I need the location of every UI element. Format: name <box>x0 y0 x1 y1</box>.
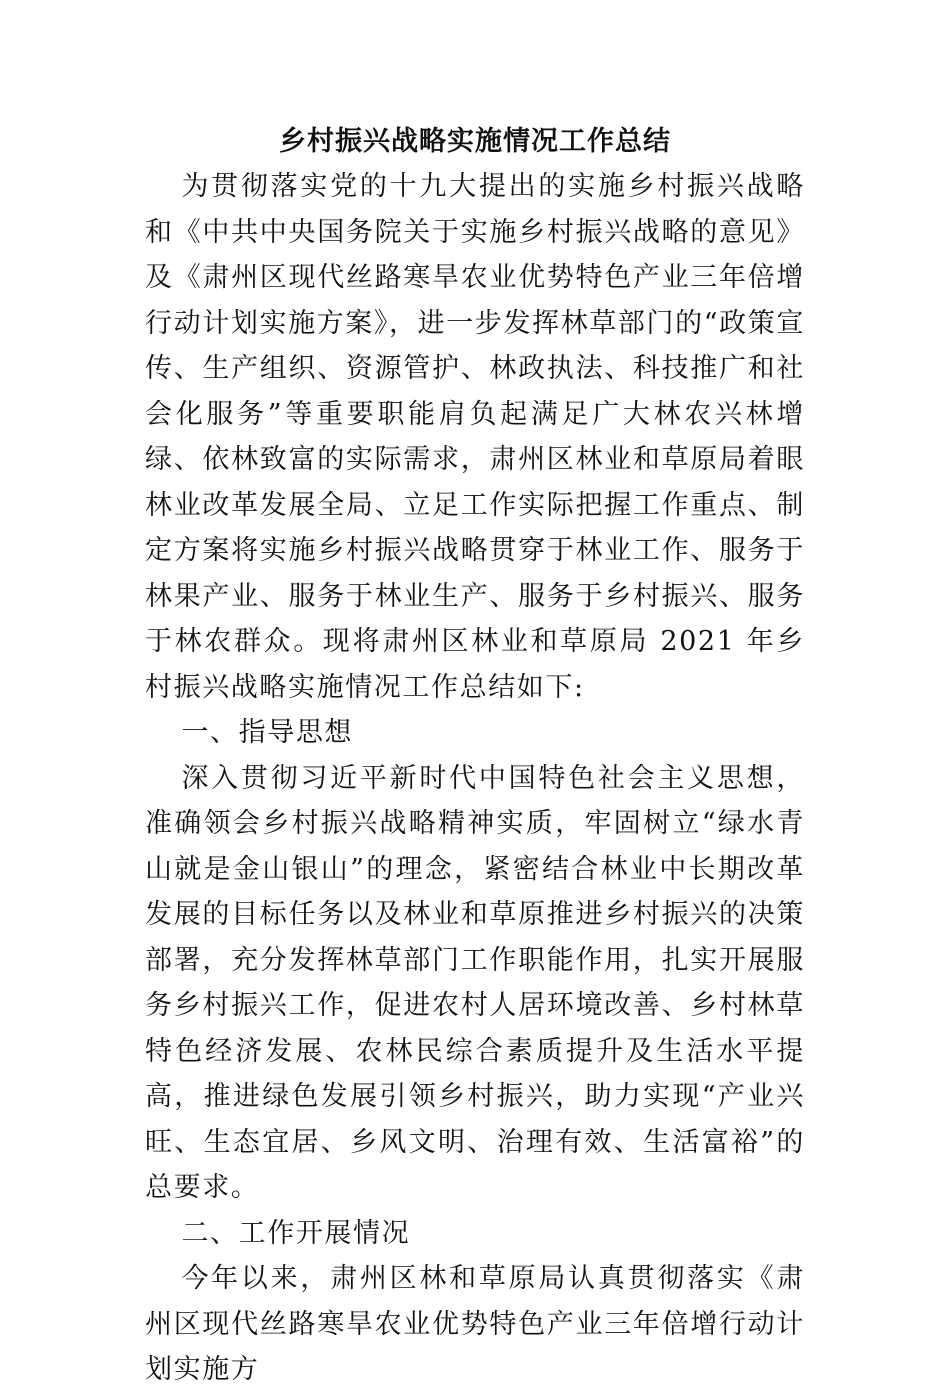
intro-paragraph: 为贯彻落实党的十九大提出的实施乡村振兴战略和《中共中央国务院关于实施乡村振兴战略的意见》及《肃州区现代丝路寒旱农业优势特色产业三年倍增行动计划实施方案》，进一步发挥林草部门的“政策宣传、生产组织、资源管护、林政执法、科技推广和社会化服务”等重要职能肩负起满足广大林农兴林增绿、依林致富的实际需求，肃州区林业和草原局着眼林业改革发展全局、立足工作实际把握工作重点、制定方案将实施乡村振兴战略贯穿于林业工作、服务于林果产业、服务于林业生产、服务于乡村振兴、服务于林农群众。现将肃州区林业和草原局 2021 年乡村振兴战略实施情况工作总结如下: <box>145 171 805 703</box>
section-heading-work-progress: 二、工作开展情况 <box>181 1217 411 1249</box>
guiding-ideology-paragraph: 深入贯彻习近平新时代中国特色社会主义思想，准确领会乡村振兴战略精神实质，牢固树立“绿水青山就是金山银山”的理念，紧密结合林业中长期改革发展的目标任务以及林业和草原推进乡村振兴的决策部署，充分发挥林草部门工作职能作用，扎实开展服务乡村振兴工作，促进农村人居环境改善、乡村林草特色经济发展、农林民综合素质提升及生活水平提高，推进绿色发展引领乡村振兴，助力实现“产业兴旺、生态宜居、乡风文明、治理有效、生活富裕”的总要求。 <box>145 762 805 1203</box>
section-heading-guiding-ideology: 一、指导思想 <box>181 717 354 748</box>
document-body <box>145 164 805 1393</box>
document-title: 乡村振兴战略实施情况工作总结 <box>279 126 671 157</box>
work-progress-paragraph: 今年以来，肃州区林和草原局认真贯彻落实《肃州区现代丝路寒旱农业优势特色产业三年倍增行动计划实施方 <box>145 1263 805 1385</box>
